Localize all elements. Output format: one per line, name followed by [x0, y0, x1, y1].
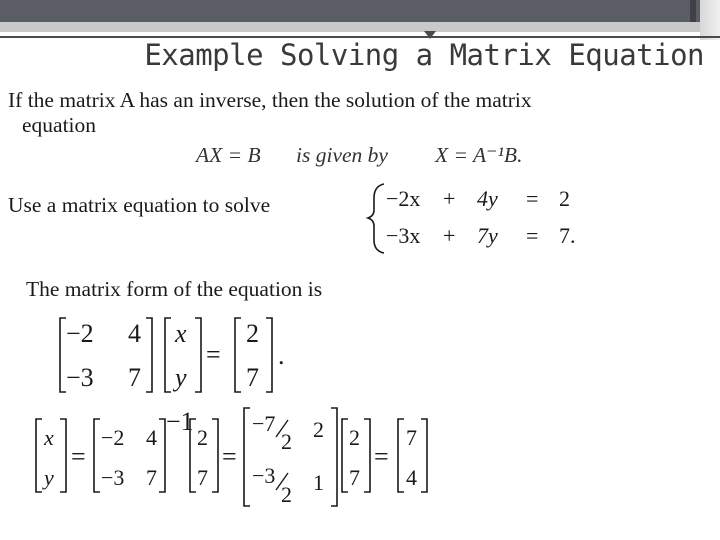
- equation-system: [368, 184, 576, 253]
- sol-rhs-1: 2: [197, 425, 208, 450]
- sys-r1-plus: +: [443, 186, 456, 211]
- sol-coef-bracket-right: [159, 419, 165, 492]
- sol-result-x: 7: [406, 425, 417, 450]
- mf-var-bracket-right: [195, 318, 201, 392]
- sol-inv-bracket-right: [331, 408, 337, 506]
- sol-rhs2-2: 7: [349, 465, 360, 490]
- mf-coef-a22: 7: [128, 363, 141, 392]
- sol-result-y: 4: [406, 465, 417, 490]
- sys-r2-plus: +: [443, 223, 456, 248]
- mf-coef-a12: 4: [128, 319, 141, 348]
- sol-inv-bracket-left: [244, 408, 250, 506]
- sol-rhs2-1: 2: [349, 425, 360, 450]
- sys-r1-term1: −2x: [386, 186, 421, 211]
- sol-rhs-bracket-right: [212, 419, 218, 492]
- sol-var-bracket-right: [60, 419, 66, 492]
- sol-coef-a21: −3: [101, 465, 125, 490]
- sol-coef-bracket-left: [94, 419, 100, 492]
- sol-rhs2-bracket-left: [342, 419, 348, 492]
- sol-coef-a11: −2: [101, 425, 125, 450]
- sol-var-y: y: [44, 465, 54, 490]
- sol-equals-3: =: [374, 442, 389, 471]
- sol-coef-a22: 7: [146, 465, 157, 490]
- matrix-form-equation: [60, 318, 285, 392]
- matrix-form-text: The matrix form of the equation is: [26, 277, 323, 301]
- sol-inv-a21-den: 2: [281, 482, 292, 507]
- sys-r1-rhs: 2: [559, 186, 570, 211]
- sol-result-bracket-right: [421, 419, 427, 492]
- sol-inv-a21-num: −3: [252, 463, 276, 488]
- sol-inv-a11-den: 2: [281, 429, 292, 454]
- sys-r1-eq: =: [526, 186, 539, 211]
- sol-inverse-exponent: −1: [166, 407, 194, 436]
- mf-rhs-1: 2: [246, 319, 259, 348]
- sys-r2-term2: 7y: [477, 223, 498, 248]
- sol-inv-a12: 2: [313, 417, 324, 442]
- mf-rhs-2: 7: [246, 363, 259, 392]
- sol-inv-a11-num: −7: [252, 411, 276, 436]
- system-brace: [368, 184, 384, 253]
- mf-var-y: y: [175, 363, 187, 392]
- sol-rhs-2: 7: [197, 465, 208, 490]
- sol-coef-a12: 4: [146, 425, 157, 450]
- sol-equals-1: =: [71, 442, 86, 471]
- equation-connector: is given by: [296, 143, 388, 167]
- solution-equation: [36, 407, 427, 507]
- sol-equals-2: =: [222, 442, 237, 471]
- mf-coef-a21: −3: [66, 363, 94, 392]
- sys-r2-eq: =: [526, 223, 539, 248]
- sol-var-bracket-left: [36, 419, 42, 492]
- sol-var-x: x: [44, 425, 54, 450]
- mf-coef-bracket-right: [146, 318, 152, 392]
- mf-period: .: [278, 341, 285, 370]
- mf-rhs-bracket-left: [235, 318, 241, 392]
- mf-coef-a11: −2: [66, 319, 94, 348]
- intro-line-1: If the matrix A has an inverse, then the solution of the matrix: [8, 88, 532, 112]
- instruction-text: Use a matrix equation to solve: [8, 193, 271, 217]
- equation-ax-b: AX = B: [196, 143, 261, 167]
- slide-title: Example Solving a Matrix Equation: [144, 38, 704, 72]
- sys-r1-term2: 4y: [477, 186, 498, 211]
- sys-r2-rhs: 7.: [559, 223, 576, 248]
- mf-equals: =: [206, 340, 221, 369]
- intro-line-2: equation: [22, 113, 97, 137]
- mf-var-x: x: [175, 319, 187, 348]
- mf-rhs-bracket-right: [266, 318, 272, 392]
- equation-solution: X = A⁻¹B.: [435, 143, 523, 167]
- sol-inv-a22: 1: [313, 470, 324, 495]
- mf-var-bracket-left: [165, 318, 171, 392]
- sol-result-bracket-left: [398, 419, 404, 492]
- sol-rhs2-bracket-right: [364, 419, 370, 492]
- sys-r2-term1: −3x: [386, 223, 421, 248]
